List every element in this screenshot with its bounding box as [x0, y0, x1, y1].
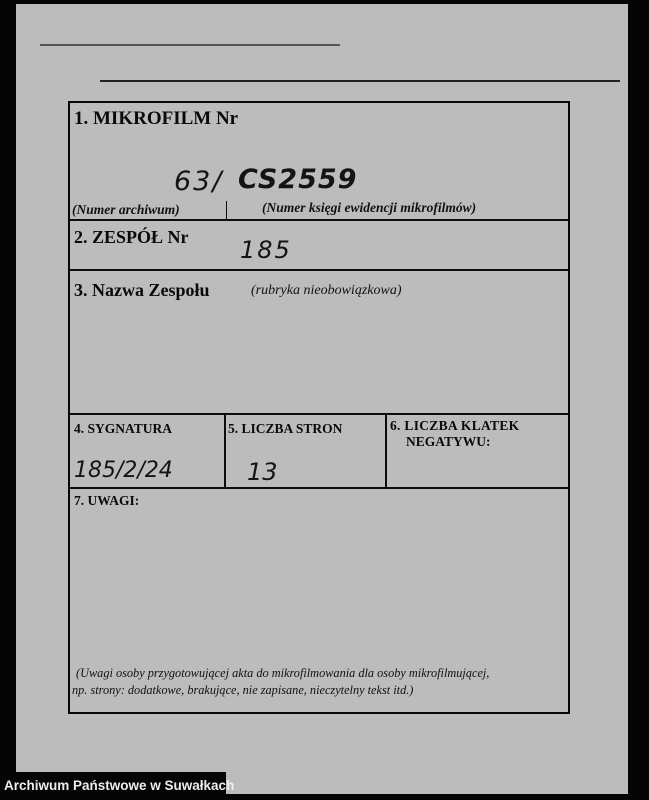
section-6-label-line1: 6. LICZBA KLATEK — [390, 418, 520, 433]
divider-4-7 — [70, 487, 568, 489]
section-5-label: 5. LICZBA STRON — [228, 421, 343, 436]
divider-caption — [226, 201, 227, 219]
divider-1-2 — [70, 219, 568, 221]
section-7-label: 7. UWAGI: — [74, 493, 140, 508]
section-3-optional-note: (rubryka nieobowiązkowa) — [251, 283, 402, 298]
ledger-number-caption: (Numer księgi ewidencji mikrofilmów) — [262, 200, 477, 215]
scan-line-top — [40, 44, 340, 46]
section-2-label: 2. ZESPÓŁ Nr — [74, 227, 189, 247]
archive-name-footer: Archiwum Państwowe w Suwałkach — [0, 772, 226, 800]
archive-number-handwritten: 63/ — [174, 166, 224, 197]
fonds-number-handwritten: 185 — [240, 236, 292, 264]
section-1-label: 1. MIKROFILM Nr — [74, 108, 239, 129]
section-3-label: 3. Nazwa Zespołu — [74, 280, 210, 300]
divider-col-5-6 — [385, 413, 387, 487]
divider-col-4-5 — [224, 413, 226, 487]
section-7-note-line1: (Uwagi osoby przygotowującej akta do mikrofilmowania dla osoby mikrofilmującej, — [76, 666, 490, 680]
scan-line-upper — [100, 80, 620, 82]
section-7-note-line2: np. strony: dodatkowe, brakujące, nie zapisane, nieczytelny tekst itd.) — [72, 683, 414, 697]
archive-number-caption: (Numer archiwum) — [72, 202, 180, 217]
signature-handwritten: 185/2/24 — [74, 458, 173, 483]
divider-2-3 — [70, 269, 568, 271]
page-count-handwritten: 13 — [247, 458, 278, 486]
divider-3-4 — [70, 413, 568, 415]
ledger-number-handwritten: CS2559 — [238, 164, 358, 195]
section-4-label: 4. SYGNATURA — [74, 421, 173, 436]
section-6-label-line2: NEGATYWU: — [406, 434, 491, 449]
